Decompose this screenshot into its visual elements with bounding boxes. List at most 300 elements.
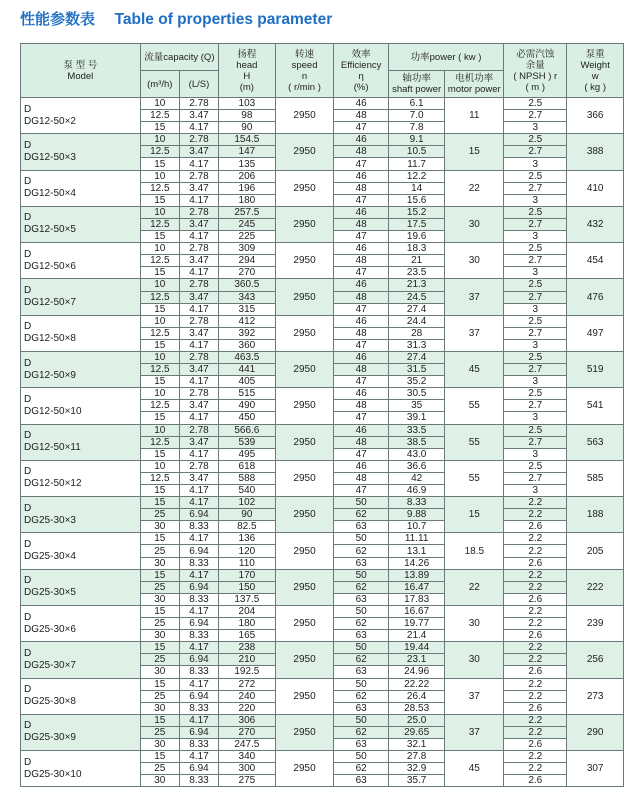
npsh-cell: 2.2 — [504, 690, 567, 702]
capacity-m3h-cell: 15 — [140, 533, 179, 545]
speed-cell: 2950 — [275, 98, 334, 134]
page-title — [20, 8, 332, 30]
shaft-power-cell: 31.5 — [388, 364, 445, 376]
capacity-m3h-cell: 10 — [140, 315, 179, 327]
capacity-m3h-cell: 12.5 — [140, 364, 179, 376]
efficiency-cell: 50 — [334, 497, 388, 509]
efficiency-cell: 46 — [334, 243, 388, 255]
speed-cell: 2950 — [275, 605, 334, 641]
npsh-cell: 2.6 — [504, 593, 567, 605]
capacity-m3h-cell: 12.5 — [140, 110, 179, 122]
speed-cell: 2950 — [275, 497, 334, 533]
efficiency-cell: 46 — [334, 170, 388, 182]
shaft-power-cell: 38.5 — [388, 436, 445, 448]
capacity-ls-cell: 4.17 — [179, 751, 218, 763]
capacity-m3h-cell: 15 — [140, 448, 179, 460]
speed-cell: 2950 — [275, 388, 334, 424]
shaft-power-cell: 22.22 — [388, 678, 445, 690]
capacity-m3h-cell: 15 — [140, 569, 179, 581]
shaft-power-cell: 28.53 — [388, 702, 445, 714]
weight-cell: 432 — [567, 206, 624, 242]
npsh-cell: 3 — [504, 448, 567, 460]
speed-cell: 2950 — [275, 134, 334, 170]
head-cell: 270 — [219, 726, 276, 738]
capacity-ls-cell: 4.17 — [179, 497, 218, 509]
motor-power-cell: 15 — [445, 134, 504, 170]
shaft-power-cell: 16.47 — [388, 581, 445, 593]
capacity-m3h-cell: 15 — [140, 339, 179, 351]
npsh-cell: 2.2 — [504, 642, 567, 654]
model-cell: D DG12-50×8 — [21, 315, 141, 351]
efficiency-cell: 50 — [334, 642, 388, 654]
shaft-power-cell: 32.1 — [388, 738, 445, 750]
shaft-power-cell: 15.6 — [388, 194, 445, 206]
capacity-m3h-cell: 10 — [140, 98, 179, 110]
table-row — [21, 460, 624, 472]
npsh-cell: 2.5 — [504, 206, 567, 218]
header-efficiency: 效率 Efficiency η (%) — [334, 44, 388, 98]
capacity-m3h-cell: 15 — [140, 376, 179, 388]
capacity-m3h-cell: 12.5 — [140, 400, 179, 412]
header-head: 扬程 head H (m) — [219, 44, 276, 98]
shaft-power-cell: 23.5 — [388, 267, 445, 279]
motor-power-cell: 30 — [445, 243, 504, 279]
head-cell: 257.5 — [219, 206, 276, 218]
npsh-cell: 2.5 — [504, 134, 567, 146]
efficiency-cell: 47 — [334, 267, 388, 279]
npsh-cell: 2.6 — [504, 630, 567, 642]
head-cell: 441 — [219, 364, 276, 376]
efficiency-cell: 48 — [334, 291, 388, 303]
capacity-m3h-cell: 25 — [140, 509, 179, 521]
header-npsh: 必需汽蚀 余量 ( NPSH ) r ( m ) — [504, 44, 567, 98]
capacity-m3h-cell: 15 — [140, 194, 179, 206]
capacity-m3h-cell: 12.5 — [140, 146, 179, 158]
npsh-cell: 3 — [504, 122, 567, 134]
table-row — [21, 678, 624, 690]
head-cell: 463.5 — [219, 351, 276, 363]
motor-power-cell: 30 — [445, 642, 504, 678]
header-capacity: 流量capacity (Q) — [140, 44, 218, 71]
capacity-m3h-cell: 15 — [140, 231, 179, 243]
capacity-ls-cell: 4.17 — [179, 303, 218, 315]
capacity-ls-cell: 3.47 — [179, 146, 218, 158]
efficiency-cell: 46 — [334, 279, 388, 291]
efficiency-cell: 47 — [334, 158, 388, 170]
capacity-ls-cell: 6.94 — [179, 726, 218, 738]
weight-cell: 388 — [567, 134, 624, 170]
shaft-power-cell: 35.7 — [388, 775, 445, 787]
weight-cell: 541 — [567, 388, 624, 424]
motor-power-cell: 30 — [445, 605, 504, 641]
capacity-ls-cell: 6.94 — [179, 654, 218, 666]
head-cell: 110 — [219, 557, 276, 569]
head-cell: 405 — [219, 376, 276, 388]
capacity-m3h-cell: 30 — [140, 775, 179, 787]
efficiency-cell: 62 — [334, 618, 388, 630]
speed-cell: 2950 — [275, 279, 334, 315]
capacity-ls-cell: 8.33 — [179, 702, 218, 714]
shaft-power-cell: 8.33 — [388, 497, 445, 509]
capacity-m3h-cell: 15 — [140, 412, 179, 424]
shaft-power-cell: 11.7 — [388, 158, 445, 170]
shaft-power-cell: 21.3 — [388, 279, 445, 291]
capacity-m3h-cell: 30 — [140, 593, 179, 605]
shaft-power-cell: 24.4 — [388, 315, 445, 327]
head-cell: 102 — [219, 497, 276, 509]
npsh-cell: 2.7 — [504, 436, 567, 448]
head-cell: 270 — [219, 267, 276, 279]
head-cell: 294 — [219, 255, 276, 267]
capacity-ls-cell: 6.94 — [179, 618, 218, 630]
model-cell: D DG25-30×4 — [21, 533, 141, 569]
shaft-power-cell: 17.5 — [388, 218, 445, 230]
npsh-cell: 2.2 — [504, 497, 567, 509]
speed-cell: 2950 — [275, 533, 334, 569]
model-cell: D DG12-50×5 — [21, 206, 141, 242]
npsh-cell: 2.6 — [504, 702, 567, 714]
capacity-ls-cell: 4.17 — [179, 339, 218, 351]
capacity-m3h-cell: 12.5 — [140, 436, 179, 448]
speed-cell: 2950 — [275, 424, 334, 460]
head-cell: 495 — [219, 448, 276, 460]
efficiency-cell: 48 — [334, 436, 388, 448]
npsh-cell: 2.6 — [504, 666, 567, 678]
capacity-m3h-cell: 15 — [140, 714, 179, 726]
efficiency-cell: 63 — [334, 738, 388, 750]
capacity-m3h-cell: 12.5 — [140, 218, 179, 230]
efficiency-cell: 62 — [334, 726, 388, 738]
shaft-power-cell: 14 — [388, 182, 445, 194]
efficiency-cell: 46 — [334, 460, 388, 472]
npsh-cell: 2.5 — [504, 98, 567, 110]
npsh-cell: 2.5 — [504, 424, 567, 436]
shaft-power-cell: 24.96 — [388, 666, 445, 678]
head-cell: 180 — [219, 618, 276, 630]
table-row — [21, 243, 624, 255]
capacity-ls-cell: 4.17 — [179, 485, 218, 497]
head-cell: 272 — [219, 678, 276, 690]
shaft-power-cell: 35 — [388, 400, 445, 412]
head-cell: 360 — [219, 339, 276, 351]
npsh-cell: 2.2 — [504, 763, 567, 775]
table-row — [21, 206, 624, 218]
head-cell: 340 — [219, 751, 276, 763]
capacity-m3h-cell: 15 — [140, 303, 179, 315]
table-row — [21, 315, 624, 327]
shaft-power-cell: 19.6 — [388, 231, 445, 243]
head-cell: 150 — [219, 581, 276, 593]
shaft-power-cell: 42 — [388, 472, 445, 484]
shaft-power-cell: 19.44 — [388, 642, 445, 654]
weight-cell: 290 — [567, 714, 624, 750]
capacity-ls-cell: 4.17 — [179, 158, 218, 170]
head-cell: 165 — [219, 630, 276, 642]
head-cell: 275 — [219, 775, 276, 787]
weight-cell: 205 — [567, 533, 624, 569]
table-row — [21, 605, 624, 617]
efficiency-cell: 47 — [334, 194, 388, 206]
speed-cell: 2950 — [275, 751, 334, 787]
npsh-cell: 2.5 — [504, 279, 567, 291]
head-cell: 300 — [219, 763, 276, 775]
capacity-ls-cell: 4.17 — [179, 194, 218, 206]
title-english: Table of properties parameter — [114, 11, 333, 28]
table-row — [21, 170, 624, 182]
weight-cell: 222 — [567, 569, 624, 605]
capacity-m3h-cell: 10 — [140, 243, 179, 255]
weight-cell: 239 — [567, 605, 624, 641]
npsh-cell: 2.6 — [504, 557, 567, 569]
motor-power-cell: 15 — [445, 497, 504, 533]
title-chinese: 性能参数表 — [20, 10, 96, 28]
efficiency-cell: 63 — [334, 521, 388, 533]
efficiency-cell: 63 — [334, 593, 388, 605]
npsh-cell: 2.6 — [504, 521, 567, 533]
model-cell: D DG25-30×6 — [21, 605, 141, 641]
efficiency-cell: 62 — [334, 581, 388, 593]
table-body — [21, 98, 624, 787]
npsh-cell: 3 — [504, 485, 567, 497]
head-cell: 238 — [219, 642, 276, 654]
capacity-m3h-cell: 10 — [140, 424, 179, 436]
shaft-power-cell: 7.0 — [388, 110, 445, 122]
model-cell: D DG12-50×6 — [21, 243, 141, 279]
capacity-m3h-cell: 15 — [140, 605, 179, 617]
capacity-m3h-cell: 12.5 — [140, 291, 179, 303]
efficiency-cell: 48 — [334, 182, 388, 194]
header-power: 功率power ( kw ) — [388, 44, 503, 71]
model-cell: D DG12-50×11 — [21, 424, 141, 460]
weight-cell: 585 — [567, 460, 624, 496]
capacity-ls-cell: 3.47 — [179, 472, 218, 484]
header-speed: 转速 speed n ( r/min ) — [275, 44, 334, 98]
head-cell: 306 — [219, 714, 276, 726]
head-cell: 515 — [219, 388, 276, 400]
motor-power-cell: 55 — [445, 388, 504, 424]
header-m3h: (m³/h) — [140, 71, 179, 98]
speed-cell: 2950 — [275, 642, 334, 678]
head-cell: 206 — [219, 170, 276, 182]
efficiency-cell: 62 — [334, 509, 388, 521]
capacity-ls-cell: 3.47 — [179, 110, 218, 122]
capacity-m3h-cell: 15 — [140, 158, 179, 170]
head-cell: 103 — [219, 98, 276, 110]
shaft-power-cell: 35.2 — [388, 376, 445, 388]
capacity-m3h-cell: 25 — [140, 726, 179, 738]
head-cell: 98 — [219, 110, 276, 122]
capacity-ls-cell: 6.94 — [179, 581, 218, 593]
head-cell: 343 — [219, 291, 276, 303]
shaft-power-cell: 9.1 — [388, 134, 445, 146]
efficiency-cell: 46 — [334, 206, 388, 218]
shaft-power-cell: 32.9 — [388, 763, 445, 775]
efficiency-cell: 48 — [334, 472, 388, 484]
efficiency-cell: 63 — [334, 630, 388, 642]
efficiency-cell: 48 — [334, 255, 388, 267]
weight-cell: 366 — [567, 98, 624, 134]
npsh-cell: 2.2 — [504, 545, 567, 557]
capacity-m3h-cell: 15 — [140, 751, 179, 763]
capacity-m3h-cell: 15 — [140, 267, 179, 279]
weight-cell: 410 — [567, 170, 624, 206]
efficiency-cell: 50 — [334, 533, 388, 545]
capacity-ls-cell: 2.78 — [179, 351, 218, 363]
speed-cell: 2950 — [275, 460, 334, 496]
capacity-ls-cell: 3.47 — [179, 255, 218, 267]
efficiency-cell: 47 — [334, 485, 388, 497]
model-cell: D DG25-30×9 — [21, 714, 141, 750]
npsh-cell: 2.2 — [504, 678, 567, 690]
efficiency-cell: 48 — [334, 400, 388, 412]
head-cell: 135 — [219, 158, 276, 170]
shaft-power-cell: 19.77 — [388, 618, 445, 630]
efficiency-cell: 63 — [334, 557, 388, 569]
table-row — [21, 351, 624, 363]
capacity-m3h-cell: 15 — [140, 497, 179, 509]
capacity-ls-cell: 4.17 — [179, 533, 218, 545]
npsh-cell: 2.5 — [504, 388, 567, 400]
speed-cell: 2950 — [275, 315, 334, 351]
capacity-m3h-cell: 15 — [140, 122, 179, 134]
capacity-m3h-cell: 10 — [140, 388, 179, 400]
model-cell: D DG25-30×3 — [21, 497, 141, 533]
head-cell: 90 — [219, 509, 276, 521]
table-row — [21, 533, 624, 545]
table-row — [21, 279, 624, 291]
header-ls: (L/S) — [179, 71, 218, 98]
efficiency-cell: 63 — [334, 702, 388, 714]
npsh-cell: 2.2 — [504, 569, 567, 581]
shaft-power-cell: 28 — [388, 327, 445, 339]
npsh-cell: 2.7 — [504, 182, 567, 194]
head-cell: 82.5 — [219, 521, 276, 533]
npsh-cell: 2.5 — [504, 243, 567, 255]
head-cell: 90 — [219, 122, 276, 134]
capacity-ls-cell: 4.17 — [179, 605, 218, 617]
npsh-cell: 3 — [504, 194, 567, 206]
capacity-ls-cell: 3.47 — [179, 218, 218, 230]
capacity-ls-cell: 8.33 — [179, 775, 218, 787]
capacity-m3h-cell: 25 — [140, 618, 179, 630]
speed-cell: 2950 — [275, 243, 334, 279]
efficiency-cell: 46 — [334, 98, 388, 110]
head-cell: 588 — [219, 472, 276, 484]
shaft-power-cell: 21.4 — [388, 630, 445, 642]
head-cell: 120 — [219, 545, 276, 557]
efficiency-cell: 47 — [334, 376, 388, 388]
model-cell: D DG25-30×7 — [21, 642, 141, 678]
properties-table — [20, 43, 624, 787]
shaft-power-cell: 36.6 — [388, 460, 445, 472]
motor-power-cell: 18.5 — [445, 533, 504, 569]
capacity-ls-cell: 2.78 — [179, 98, 218, 110]
capacity-ls-cell: 2.78 — [179, 315, 218, 327]
shaft-power-cell: 15.2 — [388, 206, 445, 218]
shaft-power-cell: 12.2 — [388, 170, 445, 182]
npsh-cell: 3 — [504, 231, 567, 243]
head-cell: 245 — [219, 218, 276, 230]
head-cell: 210 — [219, 654, 276, 666]
shaft-power-cell: 39.1 — [388, 412, 445, 424]
capacity-ls-cell: 6.94 — [179, 509, 218, 521]
npsh-cell: 3 — [504, 303, 567, 315]
capacity-ls-cell: 8.33 — [179, 738, 218, 750]
npsh-cell: 2.2 — [504, 714, 567, 726]
npsh-cell: 2.2 — [504, 726, 567, 738]
head-cell: 450 — [219, 412, 276, 424]
speed-cell: 2950 — [275, 206, 334, 242]
npsh-cell: 2.6 — [504, 738, 567, 750]
efficiency-cell: 47 — [334, 448, 388, 460]
head-cell: 618 — [219, 460, 276, 472]
shaft-power-cell: 27.4 — [388, 351, 445, 363]
capacity-ls-cell: 4.17 — [179, 231, 218, 243]
model-cell: D DG12-50×3 — [21, 134, 141, 170]
weight-cell: 273 — [567, 678, 624, 714]
model-cell: D DG12-50×4 — [21, 170, 141, 206]
shaft-power-cell: 43.0 — [388, 448, 445, 460]
capacity-ls-cell: 8.33 — [179, 630, 218, 642]
table-header — [21, 44, 624, 98]
motor-power-cell: 37 — [445, 315, 504, 351]
capacity-ls-cell: 2.78 — [179, 460, 218, 472]
table-row — [21, 751, 624, 763]
shaft-power-cell: 13.1 — [388, 545, 445, 557]
shaft-power-cell: 18.3 — [388, 243, 445, 255]
efficiency-cell: 63 — [334, 775, 388, 787]
capacity-ls-cell: 2.78 — [179, 388, 218, 400]
head-cell: 136 — [219, 533, 276, 545]
capacity-ls-cell: 8.33 — [179, 521, 218, 533]
npsh-cell: 2.6 — [504, 775, 567, 787]
head-cell: 147 — [219, 146, 276, 158]
capacity-m3h-cell: 15 — [140, 642, 179, 654]
capacity-ls-cell: 3.47 — [179, 400, 218, 412]
head-cell: 225 — [219, 231, 276, 243]
table-row — [21, 569, 624, 581]
capacity-m3h-cell: 10 — [140, 279, 179, 291]
motor-power-cell: 45 — [445, 751, 504, 787]
capacity-ls-cell: 3.47 — [179, 364, 218, 376]
motor-power-cell: 55 — [445, 424, 504, 460]
motor-power-cell: 45 — [445, 351, 504, 387]
npsh-cell: 3 — [504, 267, 567, 279]
table-row — [21, 497, 624, 509]
weight-cell: 476 — [567, 279, 624, 315]
weight-cell: 188 — [567, 497, 624, 533]
capacity-m3h-cell: 30 — [140, 666, 179, 678]
npsh-cell: 2.5 — [504, 351, 567, 363]
motor-power-cell: 11 — [445, 98, 504, 134]
weight-cell: 307 — [567, 751, 624, 787]
efficiency-cell: 48 — [334, 110, 388, 122]
shaft-power-cell: 21 — [388, 255, 445, 267]
capacity-ls-cell: 4.17 — [179, 569, 218, 581]
table-row — [21, 424, 624, 436]
capacity-m3h-cell: 12.5 — [140, 472, 179, 484]
shaft-power-cell: 7.8 — [388, 122, 445, 134]
capacity-ls-cell: 3.47 — [179, 436, 218, 448]
head-cell: 539 — [219, 436, 276, 448]
motor-power-cell: 22 — [445, 569, 504, 605]
motor-power-cell: 37 — [445, 714, 504, 750]
weight-cell: 497 — [567, 315, 624, 351]
head-cell: 170 — [219, 569, 276, 581]
efficiency-cell: 47 — [334, 122, 388, 134]
shaft-power-cell: 33.5 — [388, 424, 445, 436]
head-cell: 540 — [219, 485, 276, 497]
